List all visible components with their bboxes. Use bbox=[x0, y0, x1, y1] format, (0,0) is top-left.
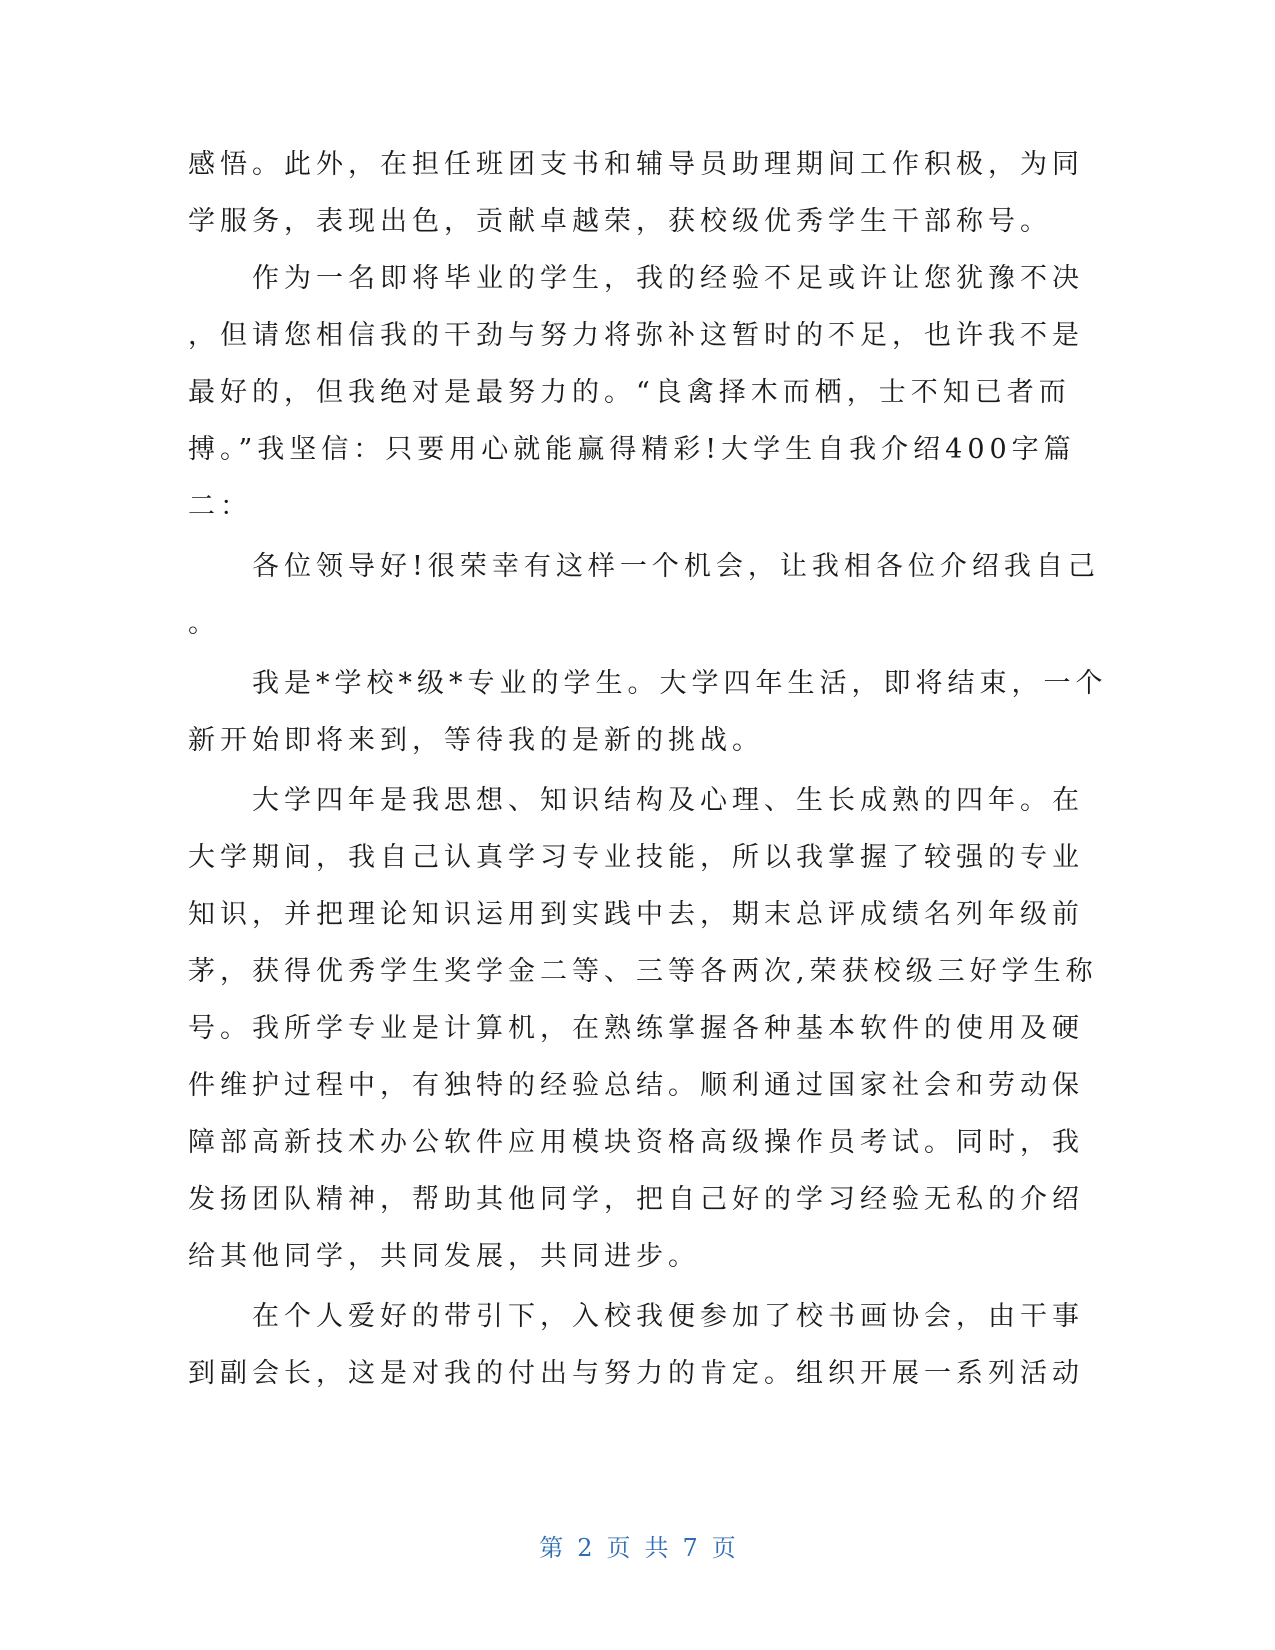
text-line: 给其他同学，共同发展，共同进步。 bbox=[188, 1241, 700, 1272]
text-line: 到副会长，这是对我的付出与努力的肯定。组织开展一系列活动 bbox=[188, 1358, 1084, 1389]
text-line: 障部高新技术办公软件应用模块资格高级操作员考试。同时，我 bbox=[188, 1127, 1084, 1158]
page-number: 2 bbox=[577, 1534, 593, 1562]
total-word: 页 bbox=[711, 1534, 736, 1562]
text-line: 我是*学校*级*专业的学生。大学四年生活，即将结束，一个 bbox=[188, 668, 1108, 699]
text-line: 在个人爱好的带引下，入校我便参加了校书画协会，由干事 bbox=[188, 1301, 1084, 1332]
text-line: 作为一名即将毕业的学生，我的经验不足或许让您犹豫不决 bbox=[188, 263, 1084, 294]
page-label: 第 bbox=[539, 1534, 564, 1562]
text-line: 感悟。此外，在担任班团支书和辅导员助理期间工作积极，为同 bbox=[188, 149, 1084, 180]
text-line: 二： bbox=[188, 491, 252, 522]
text-line: 最好的，但我绝对是最努力的。“良禽择木而栖，士不知已者而 bbox=[188, 377, 1071, 408]
text-line: 知识，并把理论知识运用到实践中去，期末总评成绩名列年级前 bbox=[188, 899, 1084, 930]
total-pages: 7 bbox=[682, 1534, 698, 1562]
total-label: 共 bbox=[644, 1534, 669, 1562]
text-line: 新开始即将来到，等待我的是新的挑战。 bbox=[188, 725, 764, 756]
text-line: 茅，获得优秀学生奖学金二等、三等各两次,荣获校级三好学生称 bbox=[188, 956, 1098, 987]
text-line: ，但请您相信我的干劲与努力将弥补这暂时的不足，也许我不是 bbox=[188, 320, 1084, 351]
text-line: 搏。”我坚信：只要用心就能赢得精彩!大学生自我介绍400字篇 bbox=[188, 434, 1076, 465]
text-line: 大学期间，我自己认真学习专业技能，所以我掌握了较强的专业 bbox=[188, 842, 1084, 873]
text-line: 各位领导好!很荣幸有这样一个机会，让我相各位介绍我自己 bbox=[188, 551, 1100, 582]
text-line: 学服务，表现出色，贡献卓越荣，获校级优秀学生干部称号。 bbox=[188, 206, 1052, 237]
text-line: 件维护过程中，有独特的经验总结。顺利通过国家社会和劳动保 bbox=[188, 1070, 1084, 1101]
page-word: 页 bbox=[606, 1534, 631, 1562]
text-line: 号。我所学专业是计算机，在熟练掌握各种基本软件的使用及硬 bbox=[188, 1013, 1084, 1044]
text-line: 发扬团队精神，帮助其他同学，把自己好的学习经验无私的介绍 bbox=[188, 1184, 1084, 1215]
text-line: 大学四年是我思想、知识结构及心理、生长成熟的四年。在 bbox=[188, 785, 1084, 816]
page-footer bbox=[0, 1530, 1275, 1566]
text-line: 。 bbox=[188, 608, 220, 639]
